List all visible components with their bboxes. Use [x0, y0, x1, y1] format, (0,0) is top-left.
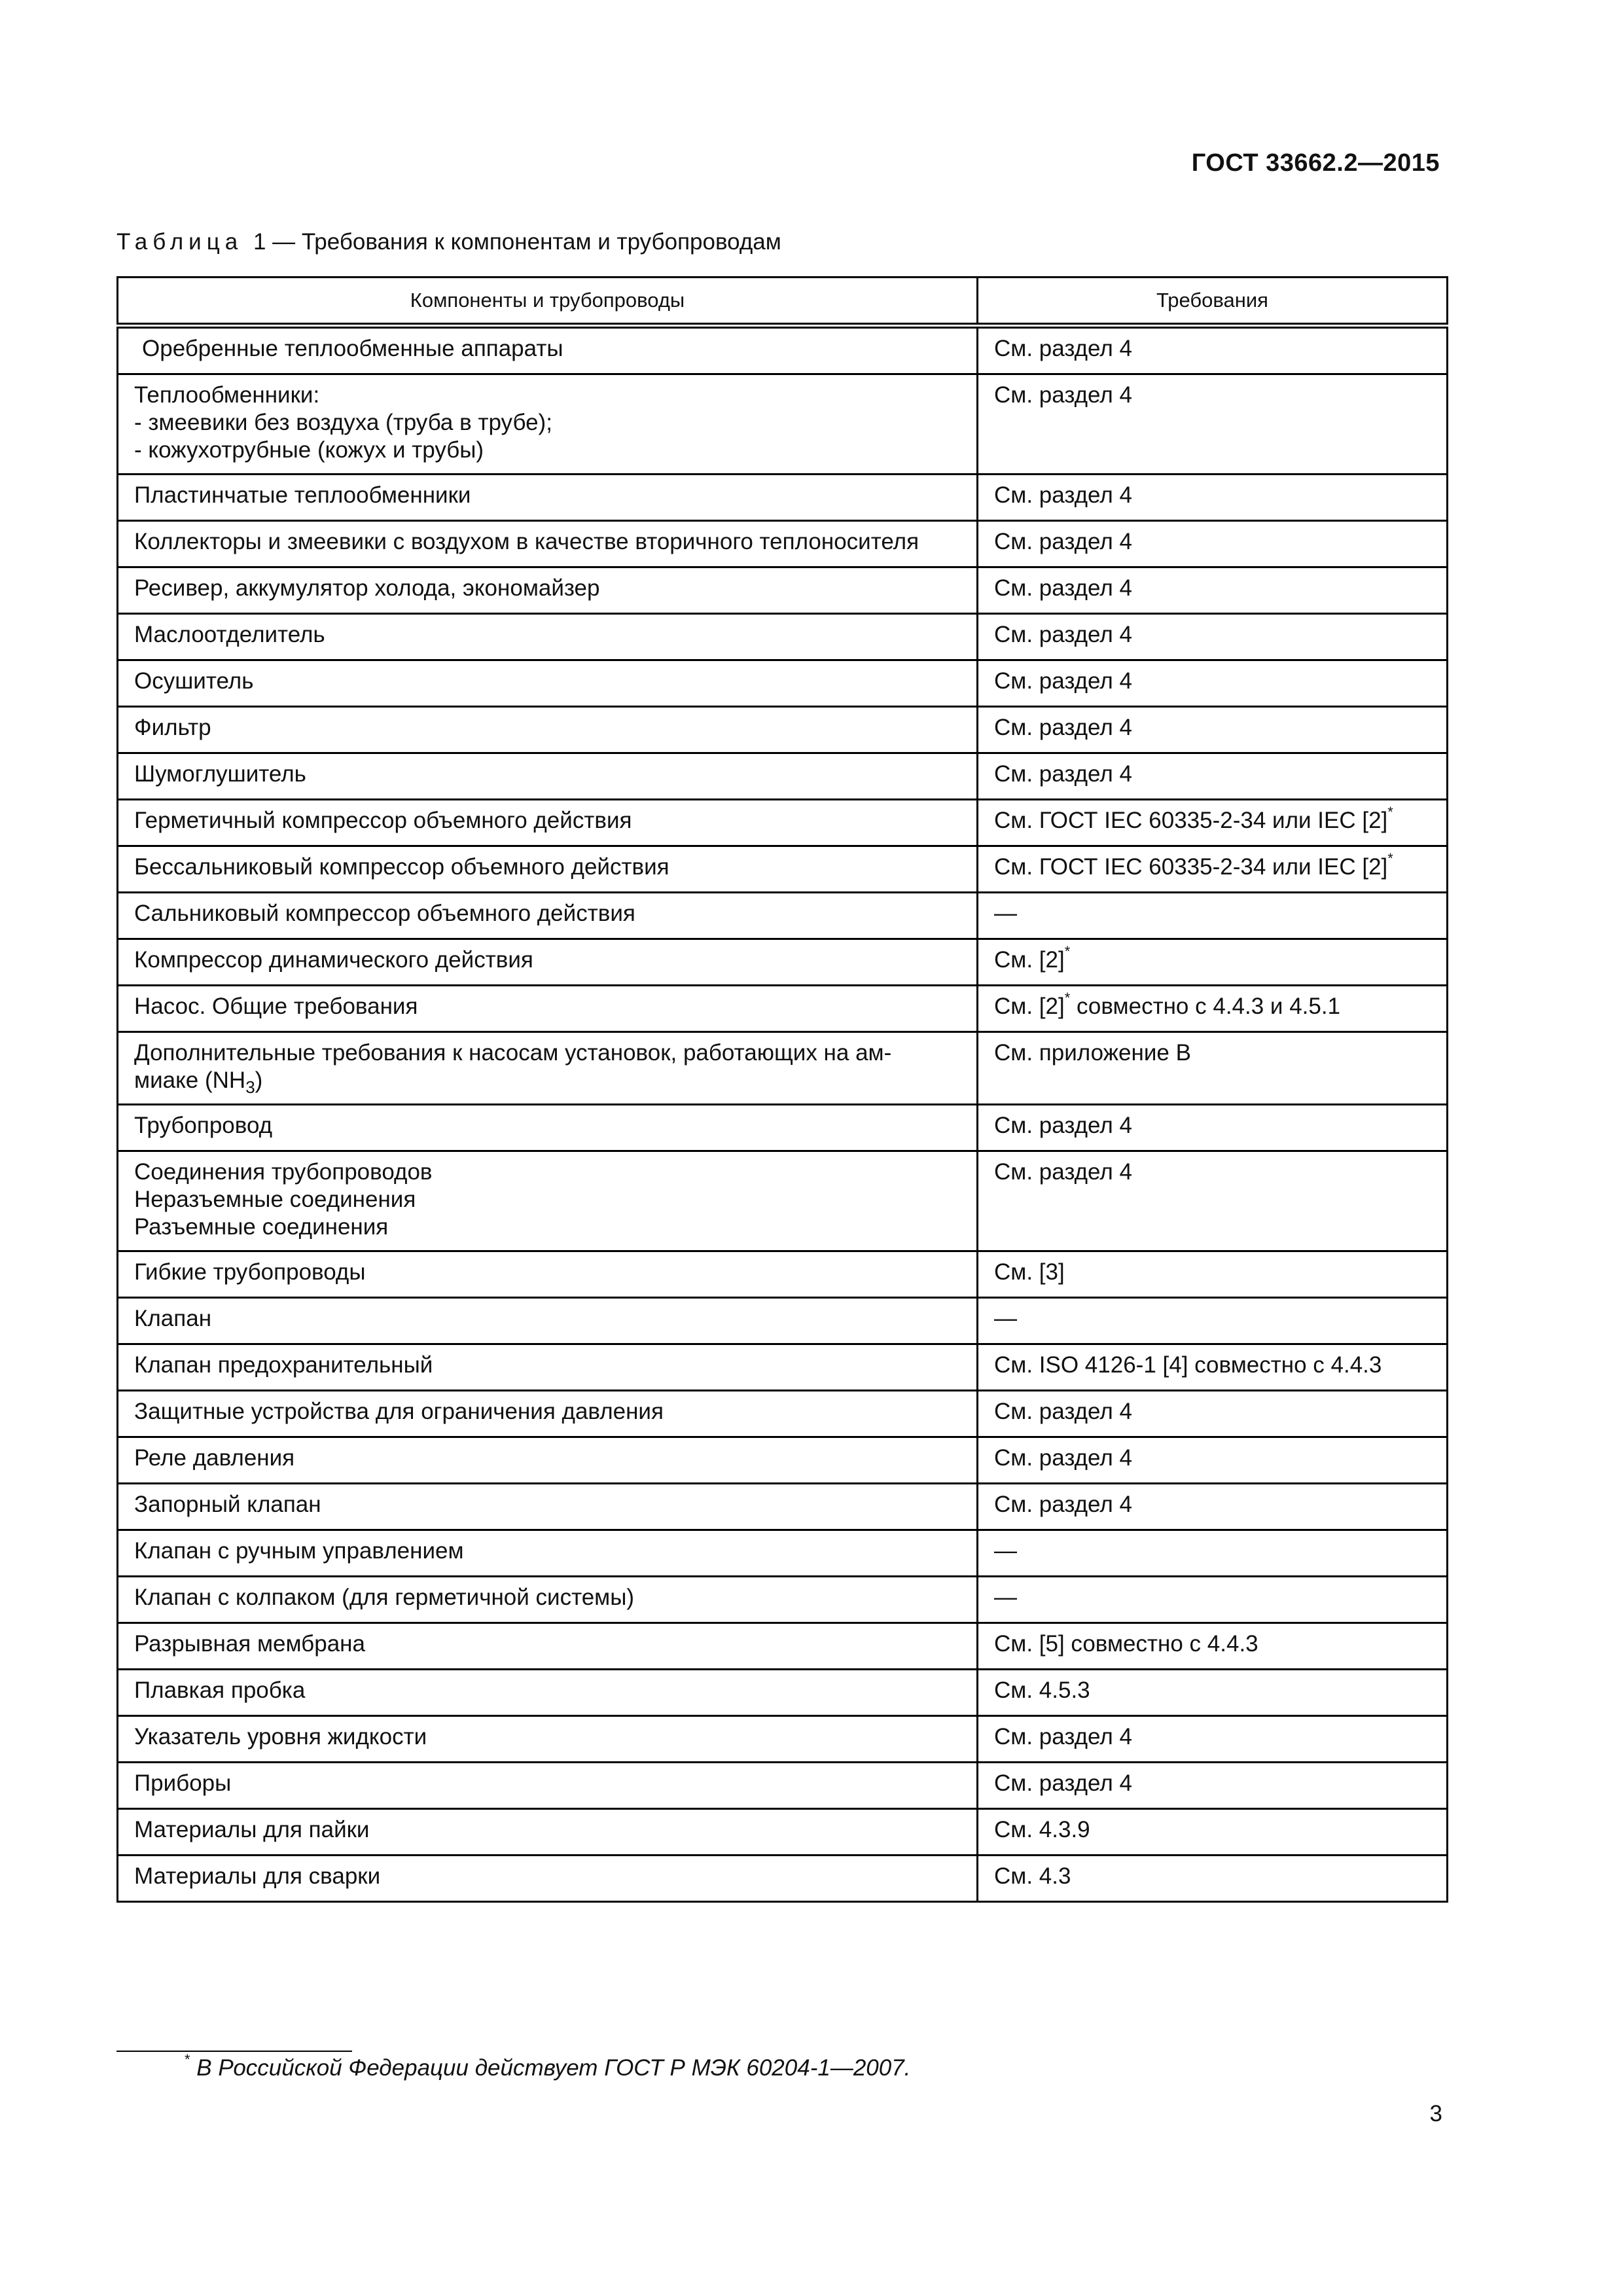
component-text: Клапан предохранительный — [134, 1352, 433, 1378]
requirement-text: — — [994, 901, 1017, 926]
component-text: Гибкие трубопроводы — [134, 1259, 366, 1285]
table-row — [118, 1105, 1448, 1151]
table-row — [118, 660, 1448, 707]
table-row — [118, 521, 1448, 567]
table-row — [118, 1716, 1448, 1763]
requirement-cell — [978, 614, 1448, 660]
component-cell — [118, 475, 978, 521]
caption-number: 1 — [253, 229, 266, 255]
table-row — [118, 986, 1448, 1032]
requirement-cell — [978, 1484, 1448, 1530]
component-text: Фильтр — [134, 715, 211, 740]
component-text: Приборы — [134, 1770, 232, 1796]
table-row — [118, 1151, 1448, 1251]
table-row — [118, 1298, 1448, 1344]
component-cell — [118, 660, 978, 707]
table-row — [118, 1032, 1448, 1105]
component-cell — [118, 614, 978, 660]
component-cell — [118, 753, 978, 800]
component-cell — [118, 800, 978, 846]
table-row — [118, 1670, 1448, 1716]
requirement-cell — [978, 846, 1448, 893]
component-text: Реле давления — [134, 1445, 295, 1471]
table-row — [118, 1530, 1448, 1577]
requirement-text: См. раздел 4 — [994, 382, 1132, 408]
requirement-text: См. раздел 4 — [994, 1399, 1132, 1424]
footnote-marker: * — [185, 2051, 190, 2068]
component-cell — [118, 1391, 978, 1437]
requirement-text: См. раздел 4 — [994, 1159, 1132, 1185]
table-row — [118, 1484, 1448, 1530]
component-text-continued — [134, 1067, 969, 1097]
table-row — [118, 846, 1448, 893]
component-cell — [118, 846, 978, 893]
requirement-cell — [978, 1344, 1448, 1391]
requirement-text: См. раздел 4 — [994, 1492, 1132, 1517]
footnote-ref: * — [1387, 850, 1393, 867]
page-number: 3 — [1429, 2101, 1442, 2126]
requirement-cell — [978, 660, 1448, 707]
component-cell — [118, 1151, 978, 1251]
requirement-cell — [978, 1809, 1448, 1856]
component-cell — [118, 1530, 978, 1577]
component-text: Оребренные теплообменные аппараты — [142, 336, 563, 361]
component-text: - кожухотрубные (кожух и трубы) — [134, 437, 484, 463]
component-text: Пластинчатые теплообменники — [134, 482, 471, 508]
requirement-text: См. раздел 4 — [994, 1724, 1132, 1749]
requirement-cell — [978, 1437, 1448, 1484]
component-text: Клапан — [134, 1306, 212, 1331]
requirement-cell — [978, 1577, 1448, 1623]
requirement-cell — [978, 567, 1448, 614]
component-text: Шумоглушитель — [134, 761, 306, 787]
table-row — [118, 1856, 1448, 1902]
component-cell — [118, 1670, 978, 1716]
table-row — [118, 1763, 1448, 1809]
requirement-cell — [978, 986, 1448, 1032]
requirement-text: См. раздел 4 — [994, 482, 1132, 508]
table-row — [118, 800, 1448, 846]
component-cell — [118, 1105, 978, 1151]
header-requirements: Требования — [978, 278, 1448, 326]
table-row — [118, 753, 1448, 800]
requirement-text: — — [994, 1585, 1017, 1610]
table-row — [118, 614, 1448, 660]
requirement-text: См. раздел 4 — [994, 1770, 1132, 1796]
component-text: Бессальниковый компрессор объемного действия — [134, 854, 669, 880]
requirement-text: См. раздел 4 — [994, 1445, 1132, 1471]
component-cell — [118, 1032, 978, 1105]
table-row — [118, 893, 1448, 939]
table-row — [118, 1809, 1448, 1856]
table-row — [118, 567, 1448, 614]
requirement-text: См. раздел 4 — [994, 575, 1132, 601]
header-components: Компоненты и трубопроводы — [118, 278, 978, 326]
requirement-cell — [978, 1623, 1448, 1670]
component-text-part: ) — [255, 1067, 263, 1093]
requirement-text: — — [994, 1306, 1017, 1331]
table-header-row — [118, 278, 1448, 326]
component-text: Защитные устройства для ограничения давления — [134, 1399, 664, 1424]
requirement-cell — [978, 1391, 1448, 1437]
requirement-cell — [978, 1298, 1448, 1344]
requirement-text: См. раздел 4 — [994, 336, 1132, 361]
requirement-cell — [978, 753, 1448, 800]
requirement-text: См. ISO 4126-1 [4] совместно с 4.4.3 — [994, 1352, 1382, 1378]
requirement-cell — [978, 893, 1448, 939]
requirement-cell — [978, 521, 1448, 567]
component-cell — [118, 374, 978, 475]
requirement-text: См. [2] — [994, 947, 1065, 973]
component-text: Маслоотделитель — [134, 622, 325, 647]
component-text: Компрессор динамического действия — [134, 947, 533, 973]
table-row — [118, 475, 1448, 521]
table-row — [118, 326, 1448, 374]
requirement-cell — [978, 1251, 1448, 1298]
table-body — [118, 326, 1448, 1902]
requirement-text: См. [3] — [994, 1259, 1065, 1285]
table-row — [118, 1344, 1448, 1391]
component-cell — [118, 1856, 978, 1902]
table-row — [118, 374, 1448, 475]
component-cell — [118, 1623, 978, 1670]
requirement-cell — [978, 1716, 1448, 1763]
component-text: Клапан с колпаком (для герметичной системы) — [134, 1585, 635, 1610]
component-text: Клапан с ручным управлением — [134, 1538, 464, 1564]
component-cell — [118, 1716, 978, 1763]
requirement-text: См. 4.3 — [994, 1863, 1071, 1889]
component-cell — [118, 567, 978, 614]
component-text: Герметичный компрессор объемного действия — [134, 808, 632, 833]
footnote-ref: * — [1387, 804, 1393, 821]
requirement-cell — [978, 326, 1448, 374]
component-cell — [118, 1437, 978, 1484]
table-row — [118, 939, 1448, 986]
table-caption — [116, 229, 781, 255]
table-row — [118, 1251, 1448, 1298]
table-row — [118, 707, 1448, 753]
component-cell — [118, 1809, 978, 1856]
requirement-text-tail: совместно с 4.4.3 и 4.5.1 — [1070, 994, 1341, 1019]
table-row — [118, 1577, 1448, 1623]
footnote-ref: * — [1064, 943, 1071, 960]
component-text: Разрывная мембрана — [134, 1631, 365, 1657]
requirement-text: — — [994, 1538, 1017, 1564]
component-text: Материалы для сварки — [134, 1863, 381, 1889]
requirement-text: См. раздел 4 — [994, 529, 1132, 554]
component-cell — [118, 893, 978, 939]
component-text: - змеевики без воздуха (труба в трубе); — [134, 410, 552, 435]
requirement-text: См. [2] — [994, 994, 1065, 1019]
component-text: Осушитель — [134, 668, 254, 694]
caption-label: Таблица — [116, 229, 243, 255]
requirement-cell — [978, 939, 1448, 986]
table-row — [118, 1391, 1448, 1437]
component-cell — [118, 1298, 978, 1344]
requirement-cell — [978, 800, 1448, 846]
component-text-part: миаке (NH — [134, 1067, 246, 1093]
requirement-cell — [978, 1670, 1448, 1716]
requirement-cell — [978, 374, 1448, 475]
requirement-cell — [978, 707, 1448, 753]
requirement-cell — [978, 1856, 1448, 1902]
component-cell — [118, 1484, 978, 1530]
requirement-cell — [978, 1151, 1448, 1251]
requirement-text: См. приложение В — [994, 1040, 1191, 1066]
requirement-cell — [978, 1530, 1448, 1577]
component-text: Плавкая пробка — [134, 1677, 306, 1703]
component-cell — [118, 1763, 978, 1809]
component-text: Теплообменники: — [134, 382, 320, 408]
footnote-ref: * — [1064, 990, 1071, 1007]
component-text: Ресивер, аккумулятор холода, экономайзер — [134, 575, 600, 601]
requirement-text: См. раздел 4 — [994, 715, 1132, 740]
requirement-text: См. ГОСТ IEC 60335-2-34 или IEC [2] — [994, 854, 1388, 880]
component-text: Сальниковый компрессор объемного действия — [134, 901, 635, 926]
footnote-text: В Российской Федерации действует ГОСТ Р МЭК 60204-1—2007. — [196, 2055, 911, 2081]
requirement-text: См. [5] совместно с 4.4.3 — [994, 1631, 1258, 1657]
component-text: Соединения трубопроводов — [134, 1159, 433, 1185]
component-text: Дополнительные требования к насосам установок, работающих на ам- — [134, 1040, 892, 1066]
component-text: Коллекторы и змеевики с воздухом в качестве вторичного теплоносителя — [134, 529, 919, 554]
component-text: Указатель уровня жидкости — [134, 1724, 427, 1749]
requirement-text: См. раздел 4 — [994, 668, 1132, 694]
component-text: Материалы для пайки — [134, 1817, 370, 1842]
component-cell — [118, 1577, 978, 1623]
requirement-text: См. 4.3.9 — [994, 1817, 1090, 1842]
requirement-text: См. ГОСТ IEC 60335-2-34 или IEC [2] — [994, 808, 1388, 833]
component-cell — [118, 986, 978, 1032]
requirement-cell — [978, 1032, 1448, 1105]
component-cell — [118, 1344, 978, 1391]
document-code: ГОСТ 33662.2—2015 — [1191, 149, 1440, 177]
footnote — [185, 2051, 911, 2081]
component-cell — [118, 326, 978, 374]
component-cell — [118, 521, 978, 567]
table-row — [118, 1437, 1448, 1484]
component-cell — [118, 939, 978, 986]
requirement-text: См. раздел 4 — [994, 761, 1132, 787]
component-cell — [118, 707, 978, 753]
component-text: Разъемные соединения — [134, 1214, 389, 1240]
component-cell — [118, 1251, 978, 1298]
footnote-separator — [116, 2051, 352, 2052]
requirements-table — [116, 276, 1448, 1903]
subscript: 3 — [245, 1077, 255, 1097]
component-text: Неразъемные соединения — [134, 1187, 416, 1212]
requirement-text: См. 4.5.3 — [994, 1677, 1090, 1703]
requirement-text: См. раздел 4 — [994, 1113, 1132, 1138]
component-text: Запорный клапан — [134, 1492, 321, 1517]
component-text: Трубопровод — [134, 1113, 273, 1138]
caption-title: — Требования к компонентам и трубопроводам — [272, 229, 781, 255]
requirement-cell — [978, 475, 1448, 521]
component-text: Насос. Общие требования — [134, 994, 418, 1019]
table-row — [118, 1623, 1448, 1670]
requirement-cell — [978, 1105, 1448, 1151]
requirement-cell — [978, 1763, 1448, 1809]
requirement-text: См. раздел 4 — [994, 622, 1132, 647]
